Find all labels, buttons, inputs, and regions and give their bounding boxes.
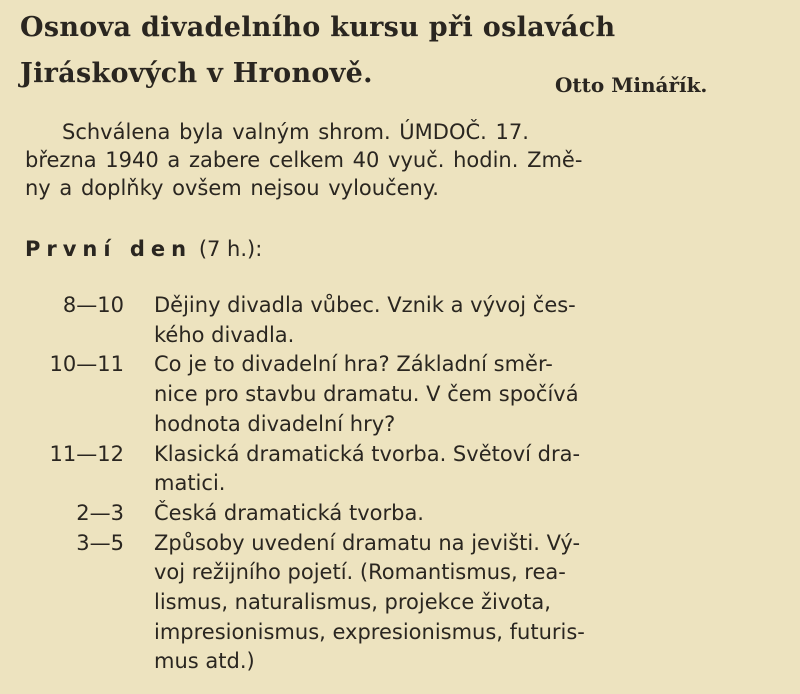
description-line: Způsoby uvedení dramatu na jevišti. Vý-	[154, 530, 581, 555]
schedule-row	[20, 499, 780, 529]
schedule-description	[154, 350, 780, 439]
intro-paragraph	[25, 118, 767, 202]
schedule-time: 8—10	[62, 293, 124, 317]
schedule-row	[20, 440, 780, 499]
schedule-description	[154, 291, 780, 350]
schedule-time: 10—11	[49, 352, 124, 377]
description-line: kého divadla.	[154, 322, 295, 347]
schedule-row	[20, 291, 780, 350]
article-author: Otto Minářík.	[555, 73, 708, 97]
description-line: matici.	[154, 471, 226, 496]
article-title-line-1: Osnova divadelního kursu při oslavách	[20, 12, 616, 43]
schedule-time: 2—3	[76, 500, 124, 525]
day-hours: (7 h.):	[198, 237, 263, 261]
description-line: Co je to divadelní hra? Základní směr-	[154, 352, 553, 377]
description-line: impresionismus, expresionismus, futuris-	[154, 619, 585, 644]
schedule-description	[154, 499, 780, 529]
description-line: voj režijního pojetí. (Romantismus, rea-	[154, 560, 566, 585]
schedule-description	[154, 440, 780, 499]
description-line: hodnota divadelní hry?	[154, 411, 396, 436]
day-name: První den	[25, 237, 193, 261]
description-line: mus atd.)	[154, 649, 255, 674]
description-line: Klasická dramatická tvorba. Světoví dra-	[154, 441, 581, 466]
intro-line: Schválena byla valným shrom. ÚMDOČ. 17.	[62, 120, 529, 144]
schedule-row	[20, 529, 780, 678]
description-line: lismus, naturalismus, projekce života,	[154, 590, 551, 615]
article-title-line-2: Jiráskových v Hronově.	[20, 58, 373, 89]
schedule-time: 11—12	[49, 441, 124, 466]
day-heading	[25, 237, 262, 261]
schedule-row	[20, 350, 780, 439]
description-line: Česká dramatická tvorba.	[154, 500, 424, 525]
intro-line: ny a doplňky ovšem nejsou vyloučeny.	[25, 176, 439, 200]
intro-line: března 1940 a zabere celkem 40 vyuč. hodin. Změ-	[25, 148, 583, 172]
schedule-description	[154, 529, 780, 678]
schedule-list	[20, 291, 780, 677]
schedule-time: 3—5	[76, 530, 124, 555]
description-line: nice pro stavbu dramatu. V čem spočívá	[154, 382, 579, 407]
description-line: Dějiny divadla vůbec. Vznik a vývoj čes-	[154, 293, 576, 317]
